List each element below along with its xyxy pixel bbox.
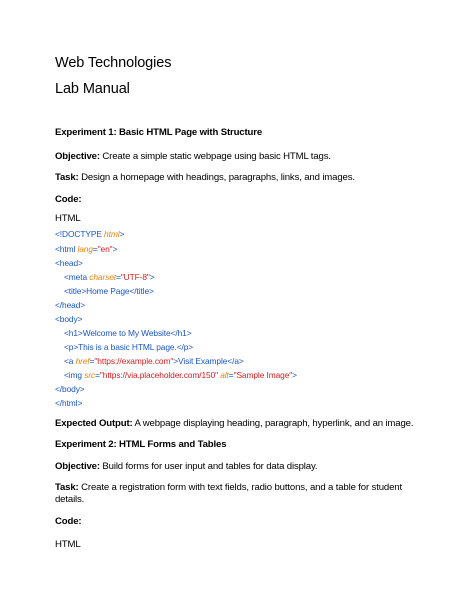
- exp2-heading: Experiment 2: HTML Forms and Tables: [55, 439, 227, 450]
- task-label: Task:: [55, 482, 79, 493]
- exp1-expected-output: [55, 418, 413, 429]
- code-line: </body>: [55, 384, 85, 394]
- exp1-code-lang: HTML: [55, 213, 81, 224]
- code-line: <title>Home Page</title>: [64, 286, 154, 296]
- exp2-code-label: Code:: [55, 516, 82, 527]
- code-line: <meta charset="UTF-8">: [64, 272, 155, 282]
- code-line: <html lang="en">: [55, 244, 118, 254]
- doc-title: Web Technologies: [55, 55, 172, 71]
- code-line: </head>: [55, 300, 86, 310]
- exp1-task: [55, 172, 355, 183]
- expected-text: A webpage displaying heading, paragraph, hyperlink, and an image.: [132, 418, 414, 429]
- exp2-code-lang: HTML: [55, 539, 81, 550]
- task-label: Task:: [55, 172, 79, 183]
- exp1-objective: [55, 151, 331, 162]
- objective-label: Objective:: [55, 151, 100, 162]
- code-line: <p>This is a basic HTML page.</p>: [64, 342, 194, 352]
- objective-text: Build forms for user input and tables for data display.: [99, 461, 318, 472]
- objective-label: Objective:: [55, 461, 100, 472]
- exp2-task: [55, 482, 420, 506]
- exp1-heading: Experiment 1: Basic HTML Page with Structure: [55, 127, 263, 138]
- objective-text: Create a simple static webpage using basic HTML tags.: [99, 151, 331, 162]
- doc-subtitle: Lab Manual: [55, 81, 130, 97]
- exp1-code-label: Code:: [55, 194, 82, 205]
- code-line: <a href="https://example.com">Visit Example</a>: [64, 356, 244, 366]
- code-line: <!DOCTYPE html>: [55, 229, 125, 239]
- task-text: Design a homepage with headings, paragraphs, links, and images.: [78, 172, 355, 183]
- task-text: Create a registration form with text fields, radio buttons, and a table for student details.: [55, 482, 402, 505]
- code-line: <head>: [55, 258, 83, 268]
- expected-label: Expected Output:: [55, 418, 133, 429]
- code-line: </html>: [55, 398, 83, 408]
- code-line: <h1>Welcome to My Website</h1>: [64, 328, 192, 338]
- code-line: <img src="https://via.placeholder.com/150" alt="Sample Image">: [64, 370, 297, 380]
- code-line: <body>: [55, 314, 83, 324]
- exp2-objective: [55, 461, 317, 472]
